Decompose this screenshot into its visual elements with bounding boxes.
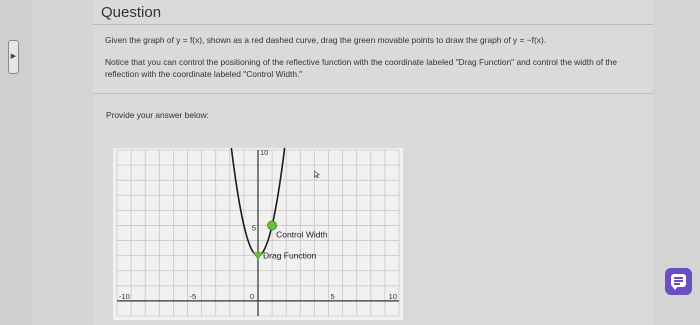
graph-area[interactable] — [113, 148, 403, 320]
mouse-pointer-icon — [314, 171, 319, 178]
graph-canvas[interactable] — [113, 148, 403, 320]
drag-function-label: Drag Function — [263, 250, 317, 261]
question-title: Question — [101, 4, 162, 21]
x-tick-label: -10 — [119, 291, 130, 301]
question-text — [105, 34, 650, 90]
x-tick-label: 0 — [249, 291, 254, 301]
answer-prompt: Provide your answer below: — [106, 110, 209, 120]
y-tick-label: 5 — [251, 223, 256, 233]
x-tick-label: 5 — [330, 291, 335, 301]
sidebar-collapse-tab[interactable] — [8, 40, 19, 74]
question-instruction: Given the graph of y = f(x), shown as a red dashed curve, drag the green movable points to draw the graph of y = −f(x). — [105, 35, 547, 45]
feedback-button[interactable] — [665, 268, 692, 295]
x-tick-label: 10 — [388, 291, 397, 301]
chat-feedback-icon-tail — [672, 286, 678, 290]
control-width-label: Control Width — [276, 229, 328, 240]
y-tick-label: 10 — [260, 148, 269, 157]
title-divider — [93, 24, 653, 25]
x-tick-label: -5 — [189, 291, 197, 301]
left-strip — [0, 0, 32, 325]
section-divider — [93, 93, 653, 94]
chevron-right-icon: ▶ — [10, 53, 17, 60]
question-note: Notice that you can control the positioning of the reflective function with the coordinate labeled "Drag Function" and control the width of the reflection with the coordinate labeled "Control Width." — [105, 57, 618, 79]
